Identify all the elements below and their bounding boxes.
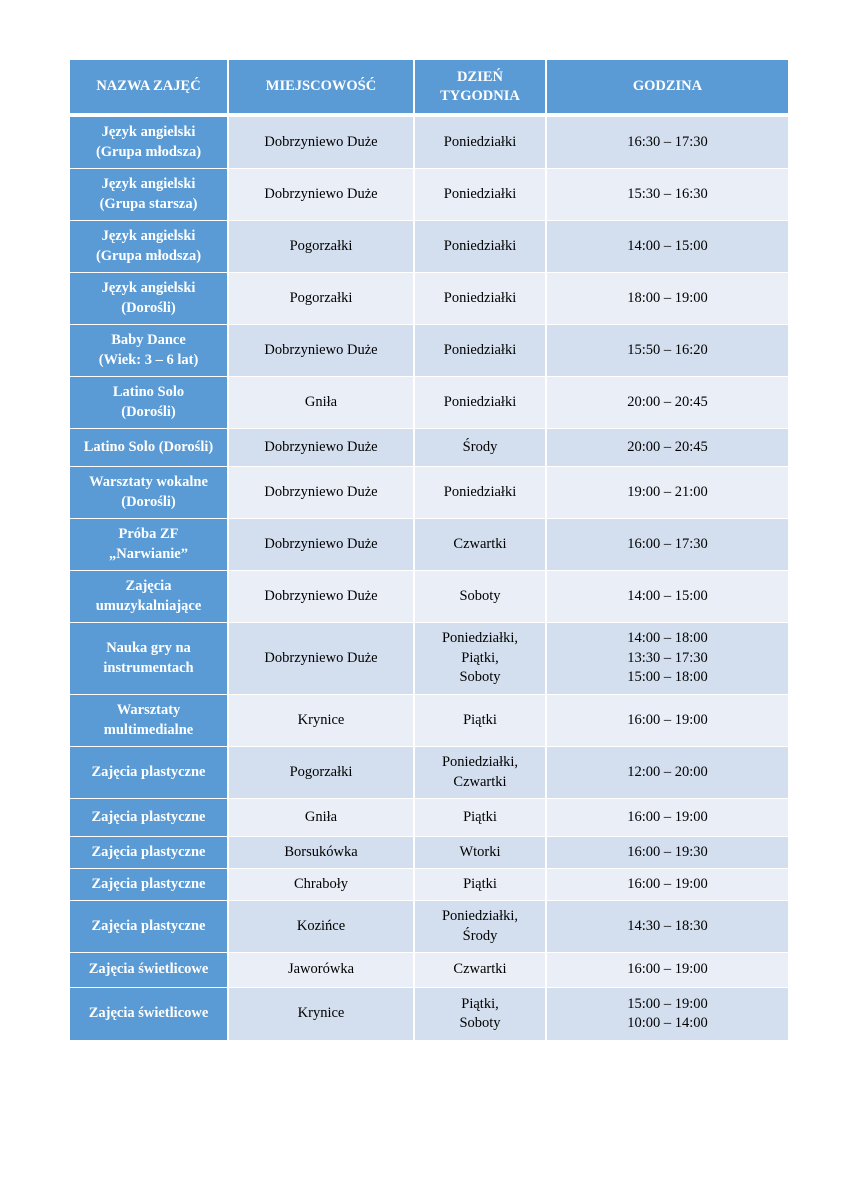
day-cell	[415, 571, 547, 623]
town-cell: Dobrzyniewo Duże	[229, 623, 415, 695]
activity-name-cell	[70, 747, 229, 799]
header-hour: GODZINA	[547, 60, 788, 117]
day-cell-line: Poniedziałki	[443, 185, 517, 202]
day-cell-line: Wtorki	[459, 843, 501, 860]
hour-cell	[547, 953, 788, 988]
activity-name-cell-line: Język angielski	[101, 176, 196, 192]
activity-name-cell-line: Zajęcia świetlicowe	[88, 961, 209, 978]
town-cell: Krynice	[229, 695, 415, 747]
day-cell-line: Poniedziałki	[443, 289, 517, 306]
day-cell-line: Czwartki	[453, 535, 507, 552]
day-cell	[415, 429, 547, 467]
day-cell	[415, 695, 547, 747]
header-day	[415, 60, 547, 117]
activity-name-cell-line: Latino Solo (Dorośli)	[83, 438, 214, 455]
activity-name-cell	[70, 221, 229, 273]
hour-cell-line: 14:00 – 18:00	[627, 630, 708, 647]
town-cell: Dobrzyniewo Duże	[229, 519, 415, 571]
activity-name-cell-line: Zajęcia plastyczne	[91, 763, 206, 780]
hour-cell-line: 16:00 – 19:00	[627, 711, 708, 728]
day-cell-line: Soboty	[459, 669, 501, 686]
hour-cell-line: 20:00 – 20:45	[627, 393, 708, 410]
day-cell	[415, 988, 547, 1041]
header-day-line1: DZIEŃ	[457, 68, 503, 85]
table-row	[70, 519, 788, 571]
activity-name-cell-line: (Wiek: 3 – 6 lat)	[98, 351, 199, 368]
activity-name-cell-line: (Grupa młodsza)	[95, 143, 202, 160]
activity-name-cell	[70, 988, 229, 1041]
day-cell-line: Piątki,	[461, 649, 499, 666]
table-row	[70, 221, 788, 273]
hour-cell	[547, 467, 788, 519]
day-cell-line: Poniedziałki	[443, 133, 517, 150]
hour-cell-line: 15:50 – 16:20	[627, 341, 708, 358]
hour-cell	[547, 429, 788, 467]
day-cell	[415, 837, 547, 869]
hour-cell-line: 20:00 – 20:45	[627, 438, 708, 455]
activity-name-cell	[70, 869, 229, 901]
table-row	[70, 837, 788, 869]
hour-cell	[547, 273, 788, 325]
day-cell-line: Soboty	[459, 587, 501, 604]
activity-name-cell-line: Zajęcia	[125, 578, 172, 594]
activity-name-cell-line: (Grupa młodsza)	[95, 247, 202, 264]
town-cell: Dobrzyniewo Duże	[229, 169, 415, 221]
hour-cell	[547, 799, 788, 837]
activity-name-cell-line: „Narwianie”	[109, 545, 188, 562]
town-cell: Dobrzyniewo Duże	[229, 571, 415, 623]
town-cell: Krynice	[229, 988, 415, 1041]
day-cell	[415, 623, 547, 695]
town-cell: Gniła	[229, 377, 415, 429]
day-cell	[415, 799, 547, 837]
activity-name-cell	[70, 273, 229, 325]
town-cell: Dobrzyniewo Duże	[229, 429, 415, 467]
activity-name-cell-line: Język angielski	[101, 280, 196, 296]
day-cell-line: Soboty	[459, 1015, 501, 1031]
town-cell: Jaworówka	[229, 953, 415, 988]
day-cell-line: Poniedziałki,	[441, 754, 519, 770]
activity-name-cell	[70, 571, 229, 623]
hour-cell-line: 12:00 – 20:00	[627, 763, 708, 780]
table-row	[70, 869, 788, 901]
hour-cell-line: 18:00 – 19:00	[627, 289, 708, 306]
activity-name-cell-line: Warsztaty	[116, 702, 181, 718]
hour-cell-line: 15:30 – 16:30	[627, 185, 708, 202]
hour-cell-line: 14:30 – 18:30	[627, 917, 708, 934]
hour-cell	[547, 988, 788, 1041]
hour-cell-line: 16:00 – 17:30	[627, 535, 708, 552]
town-cell: Dobrzyniewo Duże	[229, 325, 415, 377]
table-row	[70, 953, 788, 988]
town-cell: Dobrzyniewo Duże	[229, 117, 415, 169]
hour-cell	[547, 221, 788, 273]
day-cell-line: Poniedziałki,	[441, 630, 519, 647]
hour-cell	[547, 695, 788, 747]
day-cell-line: Czwartki	[453, 773, 507, 790]
table-row	[70, 988, 788, 1041]
activity-name-cell	[70, 695, 229, 747]
day-cell-line: Piątki	[463, 808, 497, 825]
hour-cell-line: 16:00 – 19:30	[627, 843, 708, 860]
day-cell	[415, 221, 547, 273]
hour-cell	[547, 571, 788, 623]
hour-cell	[547, 747, 788, 799]
day-cell-line: Poniedziałki	[443, 341, 517, 358]
hour-cell-line: 14:00 – 15:00	[627, 587, 708, 604]
table-row	[70, 377, 788, 429]
hour-cell-line: 15:00 – 18:00	[627, 669, 708, 686]
activity-name-cell	[70, 953, 229, 988]
activity-name-cell-line: Baby Dance	[111, 332, 186, 348]
activity-name-cell	[70, 901, 229, 953]
table-row	[70, 325, 788, 377]
table-row	[70, 117, 788, 169]
header-name: NAZWA ZAJĘĆ	[70, 60, 229, 117]
activity-name-cell-line: Nauka gry na	[106, 640, 191, 656]
day-cell-line: Poniedziałki,	[441, 908, 519, 924]
hour-cell-line: 16:00 – 19:00	[627, 961, 708, 978]
activity-name-cell-line: umuzykalniające	[95, 597, 202, 614]
table-row	[70, 747, 788, 799]
activity-name-cell-line: (Dorośli)	[121, 403, 176, 420]
town-cell: Pogorzałki	[229, 273, 415, 325]
hour-cell	[547, 623, 788, 695]
activity-name-cell	[70, 519, 229, 571]
day-cell-line: Piątki	[463, 875, 497, 892]
day-cell	[415, 325, 547, 377]
day-cell	[415, 377, 547, 429]
activity-name-cell-line: Język angielski	[101, 124, 196, 140]
schedule-table	[70, 60, 788, 1041]
town-cell: Pogorzałki	[229, 221, 415, 273]
table-row	[70, 273, 788, 325]
activity-name-cell	[70, 623, 229, 695]
table-row	[70, 467, 788, 519]
table-row	[70, 695, 788, 747]
day-cell-line: Poniedziałki	[443, 393, 517, 410]
hour-cell-line: 19:00 – 21:00	[627, 483, 708, 500]
activity-name-cell-line: (Grupa starsza)	[99, 195, 198, 212]
activity-name-cell	[70, 799, 229, 837]
hour-cell-line: 16:30 – 17:30	[627, 133, 708, 150]
day-cell-line: Środy	[462, 438, 498, 455]
activity-name-cell-line: Zajęcia plastyczne	[91, 843, 206, 860]
activity-name-cell	[70, 467, 229, 519]
day-cell-line: Piątki	[463, 711, 497, 728]
activity-name-cell-line: multimedialne	[103, 721, 194, 738]
header-town: MIEJSCOWOŚĆ	[229, 60, 415, 117]
hour-cell-line: 16:00 – 19:00	[627, 808, 708, 825]
activity-name-cell-line: Zajęcia plastyczne	[91, 808, 206, 825]
day-cell	[415, 869, 547, 901]
day-cell	[415, 953, 547, 988]
hour-cell	[547, 901, 788, 953]
day-cell-line: Czwartki	[453, 961, 507, 978]
day-cell	[415, 467, 547, 519]
hour-cell-line: 10:00 – 14:00	[627, 1015, 708, 1031]
hour-cell	[547, 325, 788, 377]
hour-cell	[547, 377, 788, 429]
town-cell: Chraboły	[229, 869, 415, 901]
activity-name-cell-line: instrumentach	[103, 659, 194, 676]
table-row	[70, 169, 788, 221]
hour-cell	[547, 869, 788, 901]
town-cell: Kozińce	[229, 901, 415, 953]
table-row	[70, 623, 788, 695]
hour-cell	[547, 519, 788, 571]
town-cell: Borsukówka	[229, 837, 415, 869]
activity-name-cell-line: (Dorośli)	[121, 493, 176, 510]
day-cell-line: Poniedziałki	[443, 237, 517, 254]
day-cell-line: Poniedziałki	[443, 483, 517, 500]
header-day-line2: TYGODNIA	[440, 87, 520, 104]
hour-cell	[547, 169, 788, 221]
activity-name-cell	[70, 377, 229, 429]
table-row	[70, 429, 788, 467]
schedule-body	[70, 117, 788, 1041]
town-cell: Pogorzałki	[229, 747, 415, 799]
activity-name-cell	[70, 169, 229, 221]
table-row	[70, 901, 788, 953]
activity-name-cell	[70, 429, 229, 467]
header-row	[70, 60, 788, 117]
hour-cell-line: 15:00 – 19:00	[627, 995, 708, 1012]
day-cell-line: Piątki,	[461, 995, 499, 1012]
table-row	[70, 799, 788, 837]
hour-cell-line: 16:00 – 19:00	[627, 875, 708, 892]
day-cell	[415, 901, 547, 953]
activity-name-cell	[70, 117, 229, 169]
activity-name-cell-line: (Dorośli)	[121, 299, 176, 316]
day-cell	[415, 747, 547, 799]
activity-name-cell	[70, 837, 229, 869]
activity-name-cell-line: Próba ZF	[118, 526, 179, 542]
activity-name-cell	[70, 325, 229, 377]
day-cell-line: Środy	[462, 927, 498, 944]
day-cell	[415, 519, 547, 571]
hour-cell-line: 14:00 – 15:00	[627, 237, 708, 254]
activity-name-cell-line: Zajęcia plastyczne	[91, 917, 206, 934]
day-cell	[415, 169, 547, 221]
day-cell	[415, 273, 547, 325]
town-cell: Dobrzyniewo Duże	[229, 467, 415, 519]
activity-name-cell-line: Warsztaty wokalne	[89, 474, 208, 490]
hour-cell	[547, 837, 788, 869]
town-cell: Gniła	[229, 799, 415, 837]
day-cell	[415, 117, 547, 169]
activity-name-cell-line: Zajęcia plastyczne	[91, 875, 206, 892]
table-row	[70, 571, 788, 623]
hour-cell-line: 13:30 – 17:30	[627, 649, 708, 666]
activity-name-cell-line: Latino Solo	[112, 384, 185, 400]
activity-name-cell-line: Zajęcia świetlicowe	[88, 1005, 209, 1022]
activity-name-cell-line: Język angielski	[101, 228, 196, 244]
hour-cell	[547, 117, 788, 169]
